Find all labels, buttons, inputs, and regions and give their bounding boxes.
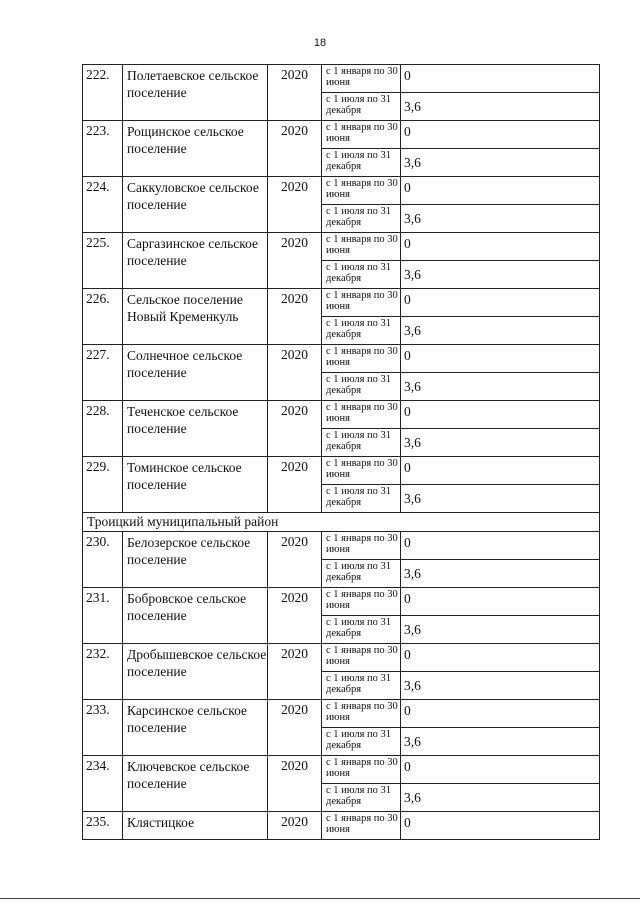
settlement-name: Рощинское сельское поселение: [123, 121, 268, 177]
value-first: 0: [401, 700, 600, 728]
settlement-name: Бобровское сельское поселение: [123, 588, 268, 644]
tariff-table-body: [83, 65, 600, 840]
year-cell: 2020: [268, 345, 322, 401]
table-row: [83, 812, 600, 840]
year-cell: 2020: [268, 756, 322, 812]
row-number: 229.: [83, 457, 123, 513]
value-first: 0: [401, 177, 600, 205]
period-first: с 1 января по 30 июня: [322, 345, 401, 373]
settlement-name: Томинское сельское поселение: [123, 457, 268, 513]
value-second: 3,6: [401, 672, 600, 700]
value-first: 0: [401, 644, 600, 672]
settlement-name: Полетаевское сельское поселение: [123, 65, 268, 121]
value-first: 0: [401, 756, 600, 784]
year-cell: 2020: [268, 644, 322, 700]
value-first: 0: [401, 401, 600, 429]
value-second: 3,6: [401, 728, 600, 756]
row-number: 232.: [83, 644, 123, 700]
value-second: 3,6: [401, 205, 600, 233]
period-first: с 1 января по 30 июня: [322, 65, 401, 93]
period-first: с 1 января по 30 июня: [322, 121, 401, 149]
settlement-name: Ключевское сельское поселение: [123, 756, 268, 812]
period-first: с 1 января по 30 июня: [322, 644, 401, 672]
value-first: 0: [401, 457, 600, 485]
period-first: с 1 января по 30 июня: [322, 588, 401, 616]
row-number: 225.: [83, 233, 123, 289]
year-cell: 2020: [268, 401, 322, 457]
value-second: 3,6: [401, 784, 600, 812]
period-second: с 1 июля по 31 декабря: [322, 784, 401, 812]
period-first: с 1 января по 30 июня: [322, 700, 401, 728]
period-second: с 1 июля по 31 декабря: [322, 373, 401, 401]
table-row: [83, 121, 600, 149]
value-second: 3,6: [401, 261, 600, 289]
value-second: 3,6: [401, 616, 600, 644]
settlement-name: Саргазинское сельское поселение: [123, 233, 268, 289]
year-cell: 2020: [268, 532, 322, 588]
period-second: с 1 июля по 31 декабря: [322, 93, 401, 121]
row-number: 230.: [83, 532, 123, 588]
value-second: 3,6: [401, 429, 600, 457]
settlement-name: Дробышевское сельское поселение: [123, 644, 268, 700]
year-cell: 2020: [268, 65, 322, 121]
table-row: [83, 644, 600, 672]
value-first: 0: [401, 121, 600, 149]
district-name: Троицкий муниципальный район: [83, 513, 600, 532]
year-cell: 2020: [268, 121, 322, 177]
table-row: [83, 700, 600, 728]
row-number: 224.: [83, 177, 123, 233]
table-row: [83, 177, 600, 205]
period-first: с 1 января по 30 июня: [322, 233, 401, 261]
value-second: 3,6: [401, 560, 600, 588]
period-second: с 1 июля по 31 декабря: [322, 149, 401, 177]
period-first: с 1 января по 30 июня: [322, 532, 401, 560]
table-row: [83, 65, 600, 93]
settlement-name: Сельское поселение Новый Кременкуль: [123, 289, 268, 345]
period-first: с 1 января по 30 июня: [322, 756, 401, 784]
settlement-name: Клястицкое: [123, 812, 268, 840]
period-second: с 1 июля по 31 декабря: [322, 205, 401, 233]
value-second: 3,6: [401, 93, 600, 121]
row-number: 227.: [83, 345, 123, 401]
value-first: 0: [401, 65, 600, 93]
period-first: с 1 января по 30 июня: [322, 812, 401, 840]
footer-rule: [0, 898, 640, 899]
table-row: [83, 756, 600, 784]
settlement-name: Саккуловское сельское поселение: [123, 177, 268, 233]
row-number: 233.: [83, 700, 123, 756]
value-first: 0: [401, 812, 600, 840]
period-second: с 1 июля по 31 декабря: [322, 317, 401, 345]
settlement-name: Карсинское сельское поселение: [123, 700, 268, 756]
table-row: [83, 532, 600, 560]
row-number: 234.: [83, 756, 123, 812]
value-first: 0: [401, 588, 600, 616]
row-number: 226.: [83, 289, 123, 345]
value-second: 3,6: [401, 317, 600, 345]
value-first: 0: [401, 233, 600, 261]
page-number: 18: [313, 37, 327, 49]
tariff-table: [82, 64, 600, 840]
period-second: с 1 июля по 31 декабря: [322, 560, 401, 588]
settlement-name: Белозерское сельское поселение: [123, 532, 268, 588]
year-cell: 2020: [268, 457, 322, 513]
table-row: [83, 401, 600, 429]
year-cell: 2020: [268, 700, 322, 756]
value-second: 3,6: [401, 485, 600, 513]
period-first: с 1 января по 30 июня: [322, 401, 401, 429]
table-row: [83, 457, 600, 485]
year-cell: 2020: [268, 177, 322, 233]
row-number: 223.: [83, 121, 123, 177]
table-row: [83, 345, 600, 373]
period-first: с 1 января по 30 июня: [322, 177, 401, 205]
settlement-name: Теченское сельское поселение: [123, 401, 268, 457]
value-second: 3,6: [401, 149, 600, 177]
row-number: 231.: [83, 588, 123, 644]
value-first: 0: [401, 532, 600, 560]
table-row: [83, 588, 600, 616]
period-second: с 1 июля по 31 декабря: [322, 616, 401, 644]
period-second: с 1 июля по 31 декабря: [322, 261, 401, 289]
table-row: [83, 289, 600, 317]
period-second: с 1 июля по 31 декабря: [322, 485, 401, 513]
period-second: с 1 июля по 31 декабря: [322, 728, 401, 756]
row-number: 222.: [83, 65, 123, 121]
table-row: [83, 233, 600, 261]
period-second: с 1 июля по 31 декабря: [322, 429, 401, 457]
year-cell: 2020: [268, 233, 322, 289]
district-row: [83, 513, 600, 532]
year-cell: 2020: [268, 289, 322, 345]
row-number: 228.: [83, 401, 123, 457]
year-cell: 2020: [268, 588, 322, 644]
row-number: 235.: [83, 812, 123, 840]
value-second: 3,6: [401, 373, 600, 401]
period-first: с 1 января по 30 июня: [322, 289, 401, 317]
value-first: 0: [401, 345, 600, 373]
period-second: с 1 июля по 31 декабря: [322, 672, 401, 700]
settlement-name: Солнечное сельское поселение: [123, 345, 268, 401]
value-first: 0: [401, 289, 600, 317]
period-first: с 1 января по 30 июня: [322, 457, 401, 485]
year-cell: 2020: [268, 812, 322, 840]
